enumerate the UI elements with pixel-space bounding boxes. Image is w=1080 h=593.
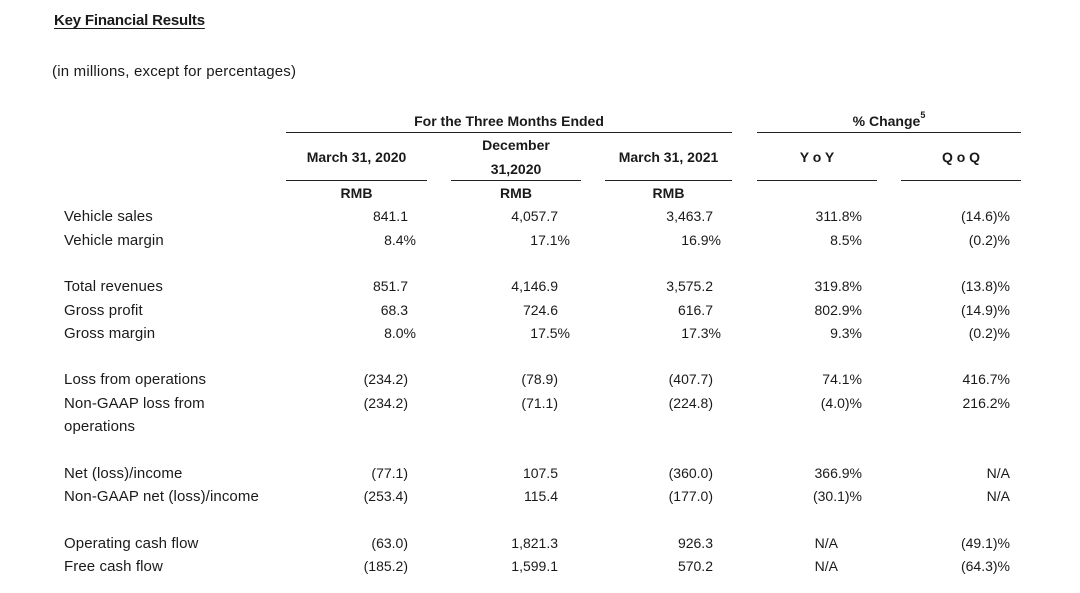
column-rule-3 bbox=[605, 180, 732, 181]
cell-qoq: (13.8)% bbox=[960, 278, 1010, 294]
cell-value: 851.7 bbox=[372, 278, 408, 294]
cell-value: 17.1% bbox=[530, 232, 570, 248]
cell-qoq: (14.9)% bbox=[960, 302, 1010, 318]
row-label-gross-profit: Gross profit bbox=[64, 302, 143, 319]
row-label-total-revenues: Total revenues bbox=[64, 278, 163, 295]
cell-value: 841.1 bbox=[372, 208, 408, 224]
cell-value: (234.2) bbox=[363, 395, 408, 411]
column-header-mar-2020: March 31, 2020 bbox=[306, 149, 407, 165]
cell-yoy: 311.8% bbox=[815, 208, 862, 224]
cell-qoq: 416.7% bbox=[962, 371, 1010, 387]
cell-value: 68.3 bbox=[380, 302, 408, 318]
row-label-gross-margin: Gross margin bbox=[64, 325, 156, 342]
cell-value: 8.0% bbox=[384, 325, 416, 341]
cell-value: 8.4% bbox=[384, 232, 416, 248]
column-header-qoq: Q o Q bbox=[941, 149, 981, 165]
row-label-free-cash-flow: Free cash flow bbox=[64, 558, 163, 575]
cell-value: 1,599.1 bbox=[511, 558, 558, 574]
cell-value: 3,575.2 bbox=[666, 278, 713, 294]
cell-value: (177.0) bbox=[668, 488, 713, 504]
cell-value: (78.9) bbox=[521, 371, 558, 387]
cell-value: 926.3 bbox=[677, 535, 713, 551]
cell-qoq: 216.2% bbox=[962, 395, 1010, 411]
cell-value: 115.4 bbox=[524, 488, 558, 504]
cell-value: 4,146.9 bbox=[511, 278, 558, 294]
group-header-change-label: % Change bbox=[852, 113, 921, 129]
footnote-marker: 5 bbox=[920, 110, 926, 120]
row-label-continuation: operations bbox=[64, 418, 136, 435]
column-rule-4 bbox=[757, 180, 877, 181]
row-label-vehicle-sales: Vehicle sales bbox=[64, 208, 153, 225]
currency-label: RMB bbox=[340, 185, 373, 201]
cell-value: (253.4) bbox=[363, 488, 408, 504]
cell-yoy: (4.0)% bbox=[820, 395, 862, 411]
cell-yoy: (30.1)% bbox=[812, 488, 862, 504]
cell-value: (71.1) bbox=[521, 395, 558, 411]
cell-value: 724.6 bbox=[522, 302, 558, 318]
cell-yoy: N/A bbox=[814, 535, 838, 551]
cell-qoq: N/A bbox=[986, 488, 1010, 504]
cell-value: 17.3% bbox=[681, 325, 721, 341]
currency-label: RMB bbox=[652, 185, 685, 201]
cell-yoy: 319.8% bbox=[814, 278, 862, 294]
cell-value: 17.5% bbox=[530, 325, 570, 341]
cell-yoy: 802.9% bbox=[814, 302, 862, 318]
cell-yoy: 74.1% bbox=[822, 371, 862, 387]
cell-value: 570.2 bbox=[677, 558, 713, 574]
column-header-dec-2020-line2: 31,2020 bbox=[490, 161, 542, 177]
units-note: (in millions, except for percentages) bbox=[52, 63, 297, 80]
cell-yoy: 8.5% bbox=[830, 232, 862, 248]
cell-value: (360.0) bbox=[668, 465, 713, 481]
cell-value: 107.5 bbox=[522, 465, 558, 481]
cell-value: 4,057.7 bbox=[511, 208, 558, 224]
column-header-dec-2020-line1: December bbox=[482, 137, 550, 153]
group-header-three-months: For the Three Months Ended bbox=[414, 113, 604, 129]
cell-yoy: 366.9% bbox=[814, 465, 862, 481]
column-rule-2 bbox=[451, 180, 581, 181]
cell-value: (224.8) bbox=[668, 395, 713, 411]
cell-qoq: (0.2)% bbox=[968, 325, 1010, 341]
cell-value: (63.0) bbox=[371, 535, 408, 551]
row-label-non-gaap-loss-from-operations: Non-GAAP loss from bbox=[64, 395, 205, 412]
group-header-change bbox=[757, 110, 1021, 129]
cell-value: (407.7) bbox=[668, 371, 713, 387]
cell-value: 616.7 bbox=[677, 302, 713, 318]
currency-label: RMB bbox=[500, 185, 532, 201]
cell-value: (185.2) bbox=[363, 558, 408, 574]
page-title: Key Financial Results bbox=[54, 12, 205, 29]
cell-qoq: (64.3)% bbox=[960, 558, 1010, 574]
column-rule-5 bbox=[901, 180, 1021, 181]
group-header-rule bbox=[286, 132, 732, 133]
cell-qoq: N/A bbox=[986, 465, 1010, 481]
change-header-rule bbox=[757, 132, 1021, 133]
cell-value: (234.2) bbox=[363, 371, 408, 387]
cell-qoq: (0.2)% bbox=[968, 232, 1010, 248]
row-label-non-gaap-net-loss-income: Non-GAAP net (loss)/income bbox=[64, 488, 259, 505]
cell-yoy: 9.3% bbox=[830, 325, 862, 341]
column-rule-1 bbox=[286, 180, 427, 181]
row-label-net-loss-income: Net (loss)/income bbox=[64, 465, 183, 482]
row-label-operating-cash-flow: Operating cash flow bbox=[64, 535, 199, 552]
cell-qoq: (49.1)% bbox=[960, 535, 1010, 551]
cell-value: 16.9% bbox=[681, 232, 721, 248]
cell-qoq: (14.6)% bbox=[960, 208, 1010, 224]
row-label-vehicle-margin: Vehicle margin bbox=[64, 232, 164, 249]
cell-value: 3,463.7 bbox=[666, 208, 713, 224]
cell-yoy: N/A bbox=[814, 558, 838, 574]
cell-value: 1,821.3 bbox=[511, 535, 558, 551]
column-header-mar-2021: March 31, 2021 bbox=[618, 149, 719, 165]
cell-value: (77.1) bbox=[371, 465, 408, 481]
row-label-loss-from-operations: Loss from operations bbox=[64, 371, 207, 388]
column-header-yoy: Y o Y bbox=[799, 149, 835, 165]
